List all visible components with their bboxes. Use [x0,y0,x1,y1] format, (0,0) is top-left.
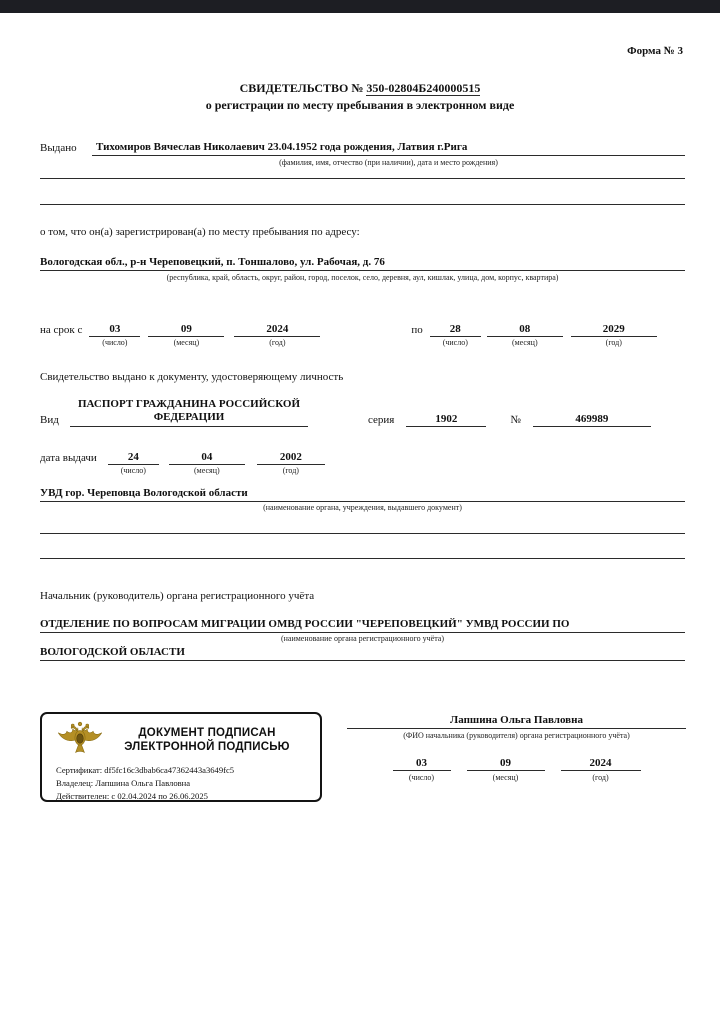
issue-day: 24 [108,451,159,465]
period-from-label: на срок с [40,324,83,336]
stamp-valid-line: Действителен: с 02.04.2024 по 26.06.2025 [56,791,208,801]
signature-date-row [347,757,686,782]
period-to-day: 28 [430,323,481,337]
issue-month-field [172,451,242,475]
signature-year: 2024 [561,757,641,771]
form-number-label: Форма № 3 [627,45,683,57]
blank-line [40,558,685,559]
issuing-authority-section [40,487,685,512]
signatory-hint: (ФИО начальника (руководителя) органа регистрационного учёта) [403,731,630,740]
issued-to-section [40,141,685,167]
issue-year: 2002 [257,451,325,465]
year-hint: (год) [282,466,299,475]
day-hint: (число) [102,338,128,347]
signature-month-field [470,757,542,782]
day-hint: (число) [120,466,146,475]
organ-line2: ВОЛОГОДСКОЙ ОБЛАСТИ [40,646,685,661]
blank-line [40,178,685,179]
stamp-owner-line: Владелец: Лапшина Ольга Павловна [56,778,191,788]
period-from-year-field [237,323,317,347]
issuing-authority-hint: (наименование органа, учреждения, выдавшего документ) [263,503,462,512]
issue-year-field [260,451,322,475]
day-hint: (число) [442,338,468,347]
blank-line [40,533,685,534]
period-from-month-field [151,323,221,347]
signature-day-field [396,757,448,782]
signature-day: 03 [393,757,451,771]
series-value: 1902 [406,413,486,427]
stamp-title-line1: ДОКУМЕНТ ПОДПИСАН [138,727,276,739]
period-to-month-field [490,323,560,347]
period-to-label: по [411,324,423,336]
registration-organ-section [40,618,685,661]
identity-document-row [40,398,685,427]
issue-date-row [40,451,322,475]
document-title [0,80,720,114]
doc-type-line1: ПАСПОРТ ГРАЖДАНИНА РОССИЙСКОЙ [77,398,301,410]
period-from-day-field [92,323,137,347]
period-from-year: 2024 [234,323,320,337]
issued-person-value: Тихомиров Вячеслав Николаевич 23.04.1952 года рождения, Латвия г.Рига [92,141,685,156]
signatory-name: Лапшина Ольга Павловна [347,714,686,729]
title-line-1 [0,80,720,97]
address-section [40,256,685,282]
issue-month: 04 [169,451,245,465]
signature-year-field [564,757,638,782]
title-prefix: СВИДЕТЕЛЬСТВО № [239,81,367,95]
title-subtitle: о регистрации по месту пребывания в электронном виде [205,98,515,112]
registration-intro: о том, что он(а) зарегистрирован(а) по месту пребывания по адресу: [40,226,360,238]
signatory-section [347,714,686,782]
period-from-day: 03 [89,323,140,337]
issued-label: Выдано [40,142,77,154]
organ-hint: (наименование органа регистрационного учёта) [280,634,445,643]
stamp-title-line2: ЭЛЕКТРОННОЙ ПОДПИСЬЮ [124,741,290,753]
issue-date-label: дата выдачи [40,452,97,464]
year-hint: (год) [592,773,609,782]
doc-type-label: Вид [40,414,59,426]
validity-period-row [40,323,685,347]
organ-line1: ОТДЕЛЕНИЕ ПО ВОПРОСАМ МИГРАЦИИ ОМВД РОССИИ "ЧЕРЕПОВЕЦКИЙ" УМВД РОССИИ ПО [40,618,685,633]
series-label: серия [368,414,395,426]
period-to-year-field [574,323,654,347]
issuing-authority-value: УВД гор. Череповца Вологодской области [40,487,685,502]
period-from-month: 09 [148,323,224,337]
number-label: № [510,414,521,426]
period-to-year: 2029 [571,323,657,337]
stamp-title [104,726,310,754]
top-dark-bar [0,0,720,13]
signature-month: 09 [467,757,545,771]
address-value: Вологодская обл., р-н Череповецкий, п. Тоншалово, ул. Рабочая, д. 76 [40,256,685,271]
electronic-signature-stamp [40,712,322,802]
issued-hint: (фамилия, имя, отчество (при наличии), дата и место рождения) [279,158,498,167]
day-hint: (число) [408,773,435,782]
stamp-certificate-line: Сертификат: df5fc16c3dbab6ca47362443a3649fc5 [56,765,235,775]
registrar-head-label: Начальник (руководитель) органа регистрационного учёта [40,590,315,602]
period-to-day-field [433,323,478,347]
doc-type-value [70,398,308,427]
identity-intro: Свидетельство выдано к документу, удостоверяющему личность [40,371,344,383]
address-hint: (республика, край, область, округ, район, город, поселок, село, деревня, аул, кишлак, улица, дом, корпус, квартира) [166,273,559,282]
month-hint: (месяц) [173,338,200,347]
number-value: 469989 [533,413,651,427]
issue-day-field [111,451,156,475]
year-hint: (год) [605,338,622,347]
doc-type-line2: ФЕДЕРАЦИИ [153,411,225,423]
period-to-month: 08 [487,323,563,337]
month-hint: (месяц) [511,338,538,347]
mvd-eagle-emblem-icon [56,721,104,759]
blank-line [40,204,685,205]
month-hint: (месяц) [193,466,220,475]
month-hint: (месяц) [492,773,519,782]
certificate-number: 350-02804Б240000515 [366,81,481,95]
year-hint: (год) [269,338,286,347]
